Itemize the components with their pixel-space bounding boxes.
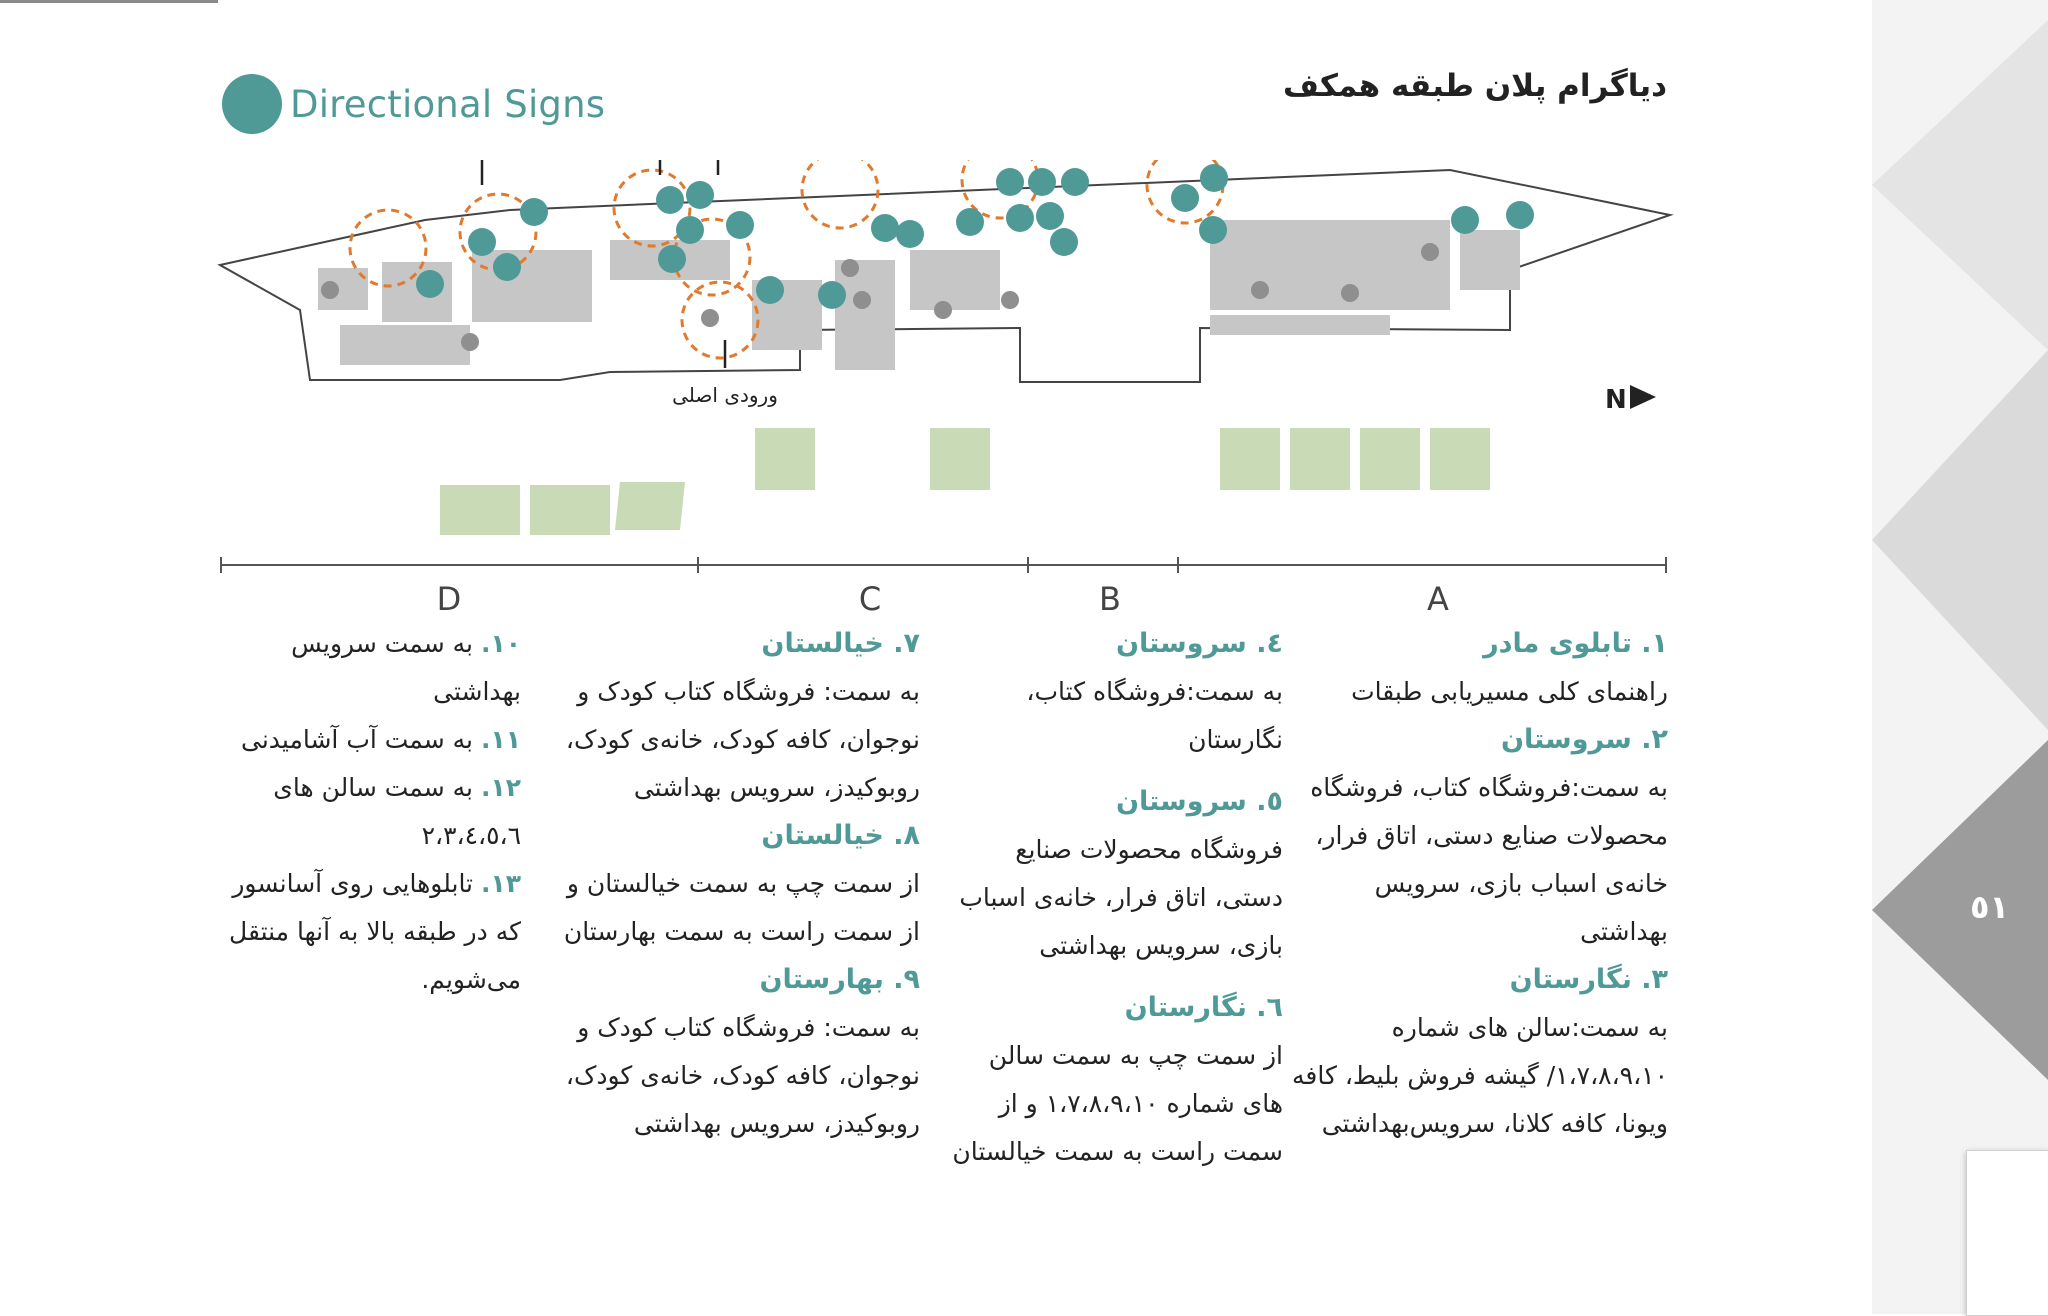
sign-marker xyxy=(520,198,548,226)
zone-label-a: A xyxy=(1427,580,1449,618)
legend-item: ۱. تابلوی مادر راهنمای کلی مسیریابی طبقات xyxy=(1351,628,1668,706)
sign-marker xyxy=(726,211,754,239)
legend-item: ٩. بهارستان به سمت: فروشگاه کتاب کودک و نوجوان، کافه کودک، خانه‌ی کودک، روبوکیدز، سرویس بهداشتی xyxy=(565,964,920,1138)
entrance-label: ورودی اصلی xyxy=(672,383,778,407)
sign-marker xyxy=(1036,202,1064,230)
section-title: Directional Signs xyxy=(290,82,606,126)
sign-marker xyxy=(871,214,899,242)
zone-label-d: D xyxy=(436,580,462,618)
sign-marker xyxy=(996,168,1024,196)
sign-marker xyxy=(956,208,984,236)
sign-marker xyxy=(818,281,846,309)
sidebar-chevrons xyxy=(1872,0,2048,1314)
sign-marker xyxy=(1200,164,1228,192)
north-arrow xyxy=(1630,385,1656,409)
sign-marker xyxy=(1451,206,1479,234)
page-thumbnail[interactable] xyxy=(1966,1150,2048,1316)
legend-column-d xyxy=(211,620,521,1004)
sign-marker xyxy=(756,276,784,304)
legend-item: ۲. سروستان به سمت:فروشگاه کتاب، فروشگاه محصولات صنایع دستی، اتاق فرار، خانه‌ی اسباب بازی، سرویس بهداشتی xyxy=(1310,724,1668,946)
sign-marker xyxy=(676,216,704,244)
section-header xyxy=(222,74,605,134)
sign-marker xyxy=(1199,216,1227,244)
sign-marker xyxy=(896,220,924,248)
sign-marker xyxy=(493,253,521,281)
legend-item: ٧. خیالستان به سمت: فروشگاه کتاب کودک و نوجوان، کافه کودک، خانه‌ی کودک، روبوکیدز، سرویس بهداشتی xyxy=(565,628,920,802)
page-sidebar xyxy=(1872,0,2048,1314)
legend-item: ۳. نگارستان به سمت:سالن های شماره ۱،۷،۸،۹،۱۰/ گیشه فروش بلیط، کافه ویونا، کافه کلانا، سرویس‌بهداشتی xyxy=(1292,964,1668,1138)
sign-marker xyxy=(468,228,496,256)
legend-item: ٤. سروستان به سمت:فروشگاه کتاب، نگارستان xyxy=(1026,628,1283,754)
page-number: ٥١ xyxy=(1970,888,2010,926)
legend-item: ١٣. تابلوهایی روی آسانسور که در طبقه بالا به آنها منتقل می‌شویم. xyxy=(229,869,521,994)
legend-column-a xyxy=(1288,620,1668,1148)
legend-item: ٨. خیالستان از سمت چپ به سمت خیالستان و از سمت راست به سمت بهارستان xyxy=(563,820,920,946)
sign-marker xyxy=(416,270,444,298)
sign-marker xyxy=(686,181,714,209)
top-rule xyxy=(0,0,218,3)
floor-plan-diagram xyxy=(210,160,1680,560)
legend-column-c xyxy=(560,620,920,1148)
sign-marker xyxy=(658,245,686,273)
sign-marker xyxy=(1506,201,1534,229)
legend-item: ١٠. به سمت سرویس بهداشتی xyxy=(291,629,521,706)
sign-marker xyxy=(1171,184,1199,212)
sign-marker xyxy=(656,186,684,214)
legend-item: ٦. نگارستان از سمت چپ به سمت سالن های شماره ۱،۷،۸،۹،۱۰ و از سمت راست به سمت خیالستان xyxy=(952,992,1283,1166)
legend-item: ١٢. به سمت سالن های ٢،٣،٤،٥،٦ xyxy=(273,773,521,850)
legend-item: ٥. سروستان فروشگاه محصولات صنایع دستی، اتاق فرار، خانه‌ی اسباب بازی، سرویس بهداشتی xyxy=(959,786,1283,960)
sign-marker xyxy=(1028,168,1056,196)
sign-marker xyxy=(1061,168,1089,196)
plan-title: دیاگرام پلان طبقه همکف xyxy=(1282,68,1667,104)
landscape-patches xyxy=(440,428,1490,535)
section-bullet xyxy=(222,74,282,134)
sign-marker xyxy=(1050,228,1078,256)
zone-label-c: C xyxy=(858,580,882,618)
zone-label-b: B xyxy=(1099,580,1121,618)
legend-item: ١١. به سمت آب آشامیدنی xyxy=(241,725,521,754)
sign-marker xyxy=(1006,204,1034,232)
north-label: N xyxy=(1605,385,1627,415)
legend-column-b xyxy=(943,620,1283,1176)
